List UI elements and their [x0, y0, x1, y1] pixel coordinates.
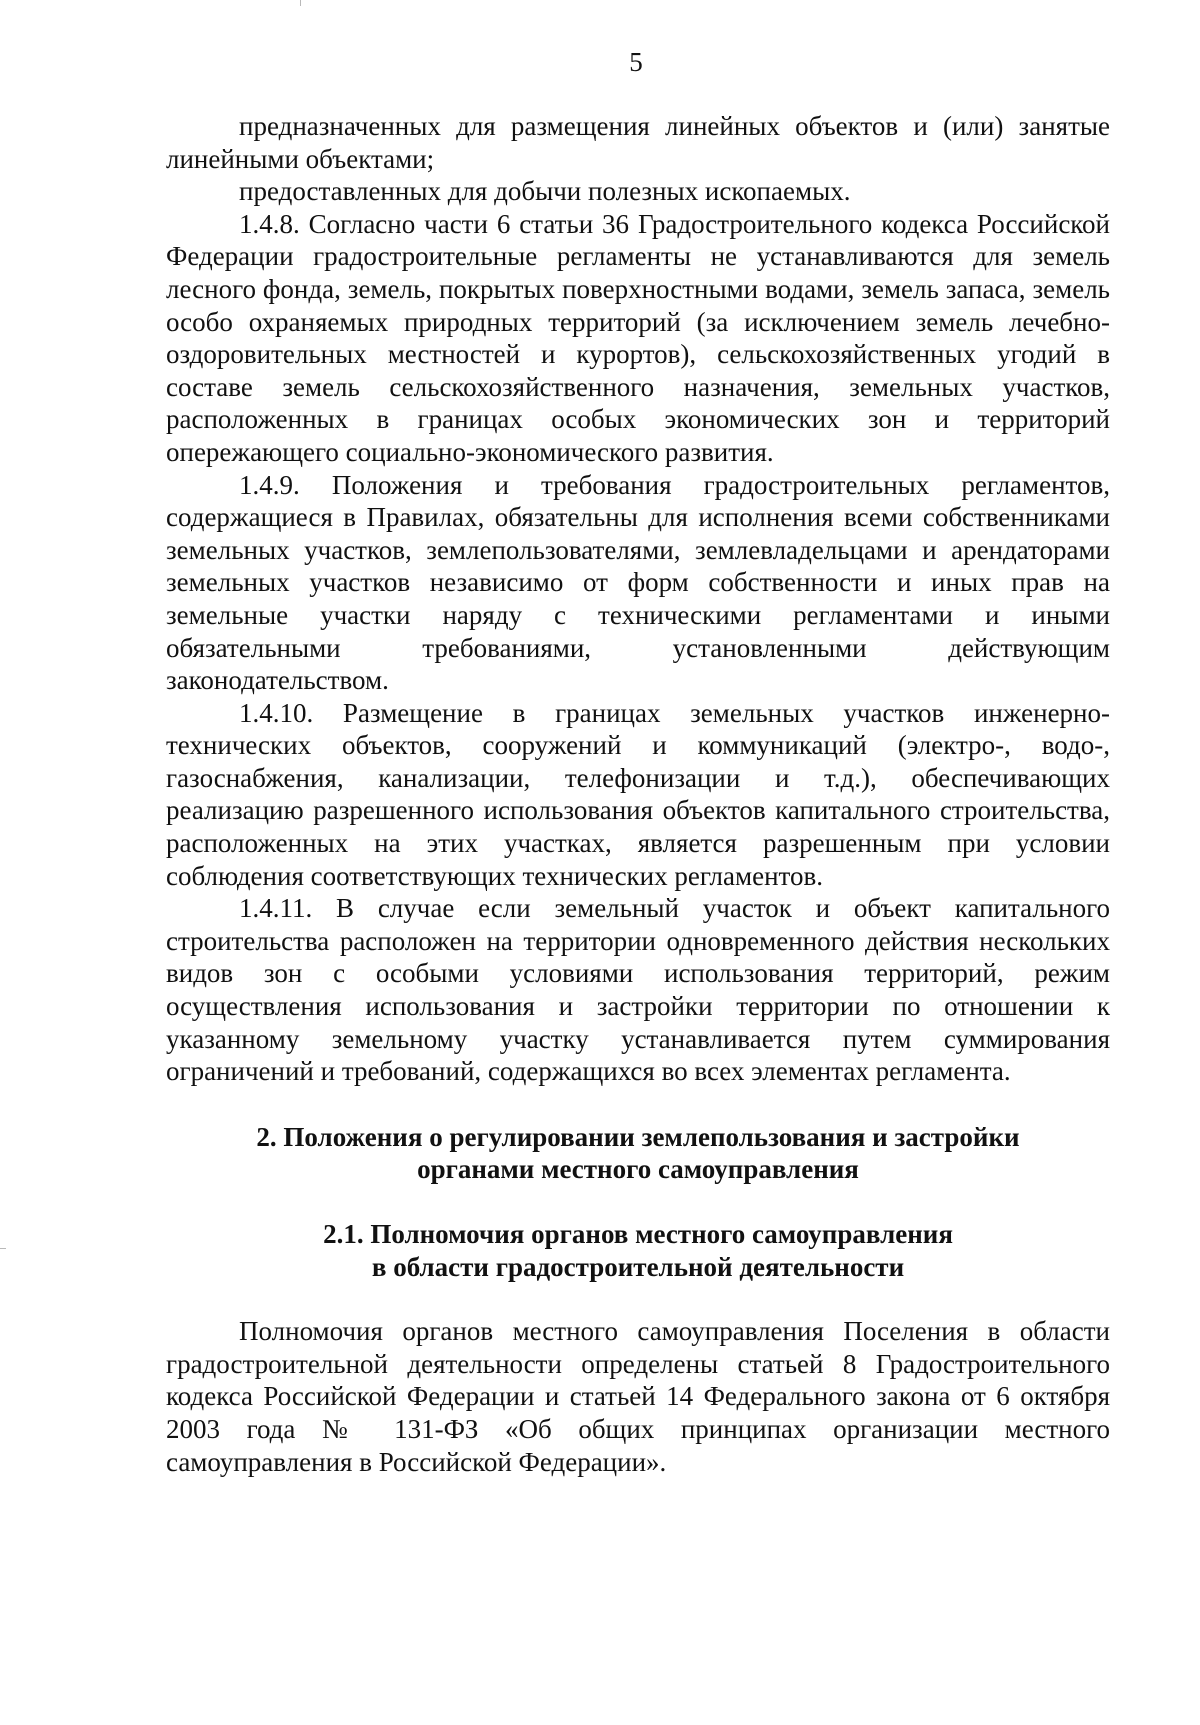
subsection-heading-line-1: 2.1. Полномочия органов местного самоуправления: [323, 1219, 953, 1249]
paragraph-mineral-extraction: предоставленных для добычи полезных ископаемых.: [239, 176, 851, 207]
scan-artifact-left: [0, 1248, 6, 1249]
subsection-heading: [166, 1218, 1110, 1283]
paragraph-1-4-10: 1.4.10. Размещение в границах земельных участков инженерно-технических объектов, сооружений и коммуникаций (электро-, водо-, газоснабжения, канализации, телефонизации и т.д.), обеспечивающих реализацию разрешенного использования объектов капитального строительства, расположенных на этих участках, является разрешенным при условии соблюдения соответствующих технических регламентов.: [166, 697, 1110, 891]
section-heading-line-1: 2. Положения о регулировании землепользования и застройки: [256, 1121, 1020, 1152]
paragraph-linear-objects: предназначенных для размещения линейных объектов и (или) занятые линейными объектами;: [166, 111, 1110, 174]
paragraph-1-4-11: 1.4.11. В случае если земельный участок и объект капитального строительства расположен на территории одновременного действия нескольких видов зон с особыми условиями использования территорий, режим осуществления использования и застройки территории по отношении к указанному земельному участку устанавливается путем суммирования ограничений и требований, содержащихся во всех элементах регламента.: [166, 893, 1110, 1087]
paragraph-local-government-powers: Полномочия органов местного самоуправления Поселения в области градостроительной деятельности определены статьей 8 Градостроительного кодекса Российской Федерации и статьей 14 Федерального закона от 6 октября 2003 года № 131-ФЗ «Об общих принципах организации местного самоуправления в Российской Федерации».: [166, 1316, 1110, 1477]
section-heading-line-2: органами местного самоуправления: [417, 1154, 859, 1185]
subsection-heading-line-2: в области градостроительной деятельности: [371, 1251, 905, 1282]
document-body: [166, 110, 1110, 1478]
page-number: 5: [629, 47, 643, 77]
paragraph-1-4-9: 1.4.9. Положения и требования градостроительных регламентов, содержащиеся в Правилах, обязательны для исполнения всеми собственниками земельных участков, землепользователями, землевладельцами и арендаторами земельных участков независимо от форм собственности и иных прав на земельные участки наряду с техническими регламентами и иными обязательными требованиями, установленными действующим законодательством.: [166, 469, 1110, 696]
scan-artifact-top: [300, 0, 301, 6]
section-heading: [166, 1121, 1110, 1186]
paragraph-1-4-8: 1.4.8. Согласно части 6 статьи 36 Градостроительного кодекса Российской Федерации градостроительные регламенты не устанавливаются для земель лесного фонда, земель, покрытых поверхностными водами, земель запаса, земель особо охраняемых природных территорий (за исключением земель лечебно-оздоровительных местностей и курортов), сельскохозяйственных угодий в составе земель сельскохозяйственного назначения, земельных участков, расположенных в границах особых экономических зон и территорий опережающего социально-экономического развития.: [166, 208, 1110, 467]
